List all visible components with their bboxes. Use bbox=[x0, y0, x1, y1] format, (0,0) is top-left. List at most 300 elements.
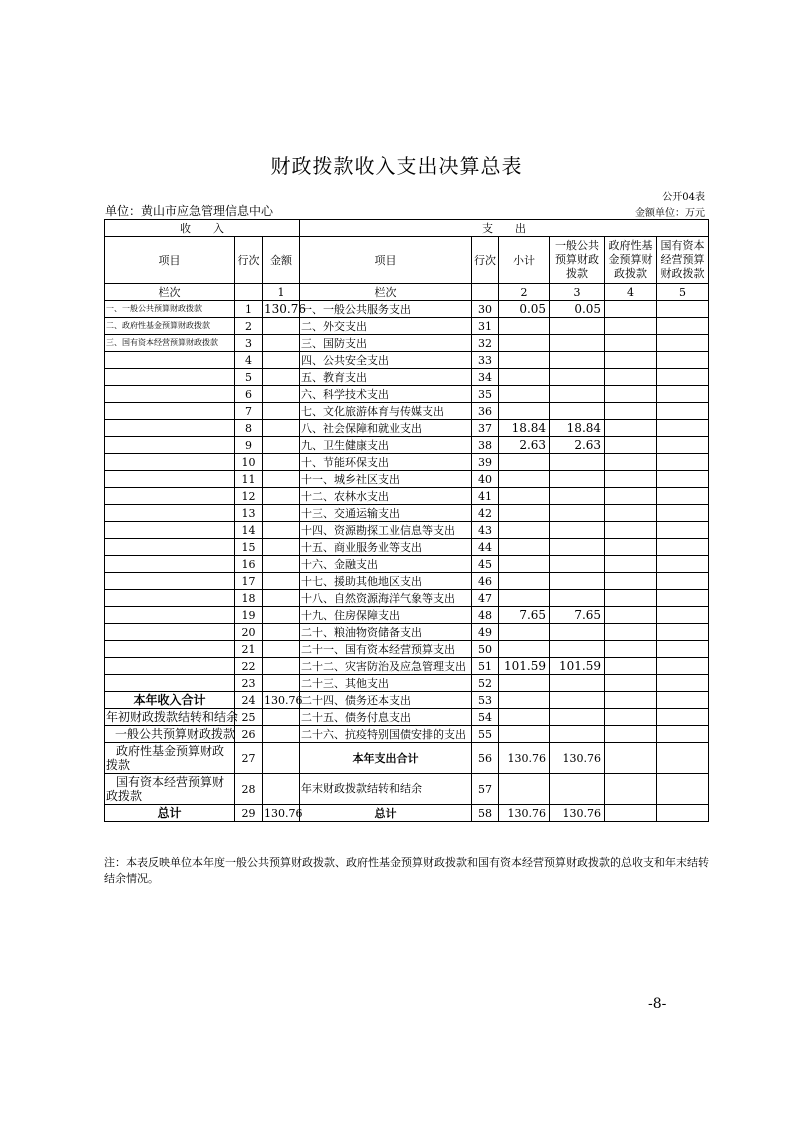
income-row-no: 17 bbox=[235, 573, 263, 590]
state-capital-value bbox=[657, 774, 709, 805]
table-row bbox=[105, 369, 709, 386]
table-row bbox=[105, 692, 709, 709]
state-capital-value bbox=[657, 539, 709, 556]
income-amount bbox=[263, 454, 300, 471]
expense-item: 十四、资源勘探工业信息等支出 bbox=[300, 522, 472, 539]
expense-item: 年末财政拨款结转和结余 bbox=[300, 774, 472, 805]
state-capital-value bbox=[657, 743, 709, 774]
income-amount: 130.76 bbox=[264, 806, 303, 820]
income-row-no: 23 bbox=[235, 675, 263, 692]
income-item bbox=[105, 505, 235, 522]
state-capital-value bbox=[657, 607, 709, 624]
income-item bbox=[105, 352, 235, 369]
expense-row-no: 53 bbox=[472, 692, 499, 709]
fund-budget-value bbox=[605, 641, 657, 658]
subtotal-value bbox=[499, 488, 550, 505]
fund-budget-value bbox=[605, 318, 657, 335]
expense-row-no: 42 bbox=[472, 505, 499, 522]
income-row-no: 5 bbox=[235, 369, 263, 386]
expense-item: 本年支出合计 bbox=[300, 743, 472, 774]
expense-row-no: 55 bbox=[472, 726, 499, 743]
fund-budget-value bbox=[605, 805, 657, 822]
income-row-no: 12 bbox=[235, 488, 263, 505]
state-capital-value bbox=[657, 805, 709, 822]
income-item bbox=[105, 641, 235, 658]
table-row bbox=[105, 420, 709, 437]
table-row bbox=[105, 386, 709, 403]
expense-item: 四、公共安全支出 bbox=[300, 352, 472, 369]
income-item: 总计 bbox=[105, 805, 235, 822]
income-amount bbox=[263, 726, 300, 743]
fund-budget-value bbox=[605, 692, 657, 709]
money-unit-label: 金额单位：万元 bbox=[635, 208, 705, 219]
subtotal-value bbox=[499, 774, 550, 805]
subtotal-value bbox=[499, 624, 550, 641]
income-amount bbox=[263, 607, 300, 624]
table-row bbox=[105, 352, 709, 369]
income-rowno-header: 行次 bbox=[235, 237, 263, 284]
state-capital-value bbox=[657, 301, 709, 318]
state-capital-value bbox=[657, 318, 709, 335]
expense-item: 一、一般公共服务支出 bbox=[300, 301, 472, 318]
expense-item: 九、卫生健康支出 bbox=[300, 437, 472, 454]
subtotal-value bbox=[499, 454, 550, 471]
expense-item: 十九、住房保障支出 bbox=[300, 607, 472, 624]
state-capital-value bbox=[657, 471, 709, 488]
expense-item: 十八、自然资源海洋气象等支出 bbox=[300, 590, 472, 607]
expense-row-no: 46 bbox=[472, 573, 499, 590]
fund-budget-value bbox=[605, 658, 657, 675]
table-row bbox=[105, 675, 709, 692]
header-row-columns bbox=[105, 237, 709, 284]
expense-item: 十、节能环保支出 bbox=[300, 454, 472, 471]
general-budget-value bbox=[550, 539, 605, 556]
income-amount bbox=[263, 335, 300, 352]
col-1: 1 bbox=[263, 284, 300, 301]
income-item bbox=[105, 420, 235, 437]
expense-row-no: 33 bbox=[472, 352, 499, 369]
expense-row-no: 32 bbox=[472, 335, 499, 352]
expense-row-no: 51 bbox=[472, 658, 499, 675]
subtotal-value bbox=[499, 573, 550, 590]
income-item bbox=[105, 403, 235, 420]
fund-budget-value bbox=[605, 709, 657, 726]
fund-budget-value bbox=[605, 420, 657, 437]
state-capital-value bbox=[657, 335, 709, 352]
general-budget-value bbox=[550, 352, 605, 369]
subtotal-value bbox=[499, 556, 550, 573]
page-title: 财政拨款收入支出决算总表 bbox=[270, 154, 523, 178]
table-row bbox=[105, 539, 709, 556]
income-section-header: 收 入 bbox=[105, 220, 300, 237]
state-capital-value bbox=[657, 624, 709, 641]
table-row bbox=[105, 488, 709, 505]
table-row bbox=[105, 658, 709, 675]
fund-budget-value bbox=[605, 369, 657, 386]
fund-budget-value bbox=[605, 522, 657, 539]
income-row-no: 18 bbox=[235, 590, 263, 607]
expense-item: 十一、城乡社区支出 bbox=[300, 471, 472, 488]
income-row-no: 13 bbox=[235, 505, 263, 522]
subtotal-value bbox=[499, 318, 550, 335]
subtotal-header: 小计 bbox=[499, 237, 550, 284]
income-amount bbox=[263, 403, 300, 420]
income-row-no: 22 bbox=[235, 658, 263, 675]
col-label-expense: 栏次 bbox=[300, 284, 472, 301]
subtotal-value bbox=[499, 675, 550, 692]
table-row bbox=[105, 318, 709, 335]
subtotal-value bbox=[499, 539, 550, 556]
fund-budget-value bbox=[605, 743, 657, 774]
income-amount bbox=[263, 318, 300, 335]
income-row-no: 11 bbox=[235, 471, 263, 488]
expense-item: 三、国防支出 bbox=[300, 335, 472, 352]
expense-item: 二十一、国有资本经营预算支出 bbox=[300, 641, 472, 658]
table-row bbox=[105, 774, 709, 805]
income-item bbox=[105, 675, 235, 692]
col-label-income: 栏次 bbox=[105, 284, 235, 301]
income-row-no: 24 bbox=[235, 692, 263, 709]
general-budget-value: 0.05 bbox=[550, 301, 605, 318]
income-amount bbox=[263, 624, 300, 641]
income-amount bbox=[263, 590, 300, 607]
state-capital-value bbox=[657, 386, 709, 403]
income-amount: 130.76 bbox=[264, 301, 306, 316]
subtotal-value bbox=[499, 522, 550, 539]
income-item bbox=[105, 437, 235, 454]
subtotal-value: 130.76 bbox=[499, 805, 550, 822]
income-amount bbox=[263, 774, 300, 805]
general-budget-value bbox=[550, 403, 605, 420]
expense-row-no: 39 bbox=[472, 454, 499, 471]
income-row-no: 1 bbox=[235, 301, 263, 318]
table-row bbox=[105, 437, 709, 454]
income-amount bbox=[263, 556, 300, 573]
fund-budget-value bbox=[605, 675, 657, 692]
table-row bbox=[105, 471, 709, 488]
income-row-no: 21 bbox=[235, 641, 263, 658]
expense-row-no: 31 bbox=[472, 318, 499, 335]
state-capital-value bbox=[657, 522, 709, 539]
state-capital-value bbox=[657, 726, 709, 743]
income-item: 二、政府性基金预算财政拨款 bbox=[105, 318, 235, 335]
general-budget-value bbox=[550, 774, 605, 805]
expense-item: 二十二、灾害防治及应急管理支出 bbox=[300, 658, 472, 675]
fund-budget-value bbox=[605, 774, 657, 805]
income-item: 国有资本经营预算财政拨款 bbox=[105, 774, 235, 805]
income-row-no: 8 bbox=[235, 420, 263, 437]
state-capital-value bbox=[657, 709, 709, 726]
subtotal-value bbox=[499, 352, 550, 369]
table-row bbox=[105, 301, 709, 318]
general-budget-value bbox=[550, 335, 605, 352]
income-row-no: 9 bbox=[235, 437, 263, 454]
general-budget-header: 一般公共预算财政拨款 bbox=[550, 237, 605, 284]
income-item bbox=[105, 573, 235, 590]
fund-budget-value bbox=[605, 488, 657, 505]
table-row bbox=[105, 403, 709, 420]
expense-row-no: 49 bbox=[472, 624, 499, 641]
subtotal-value bbox=[499, 505, 550, 522]
subtotal-value bbox=[499, 386, 550, 403]
fund-budget-value bbox=[605, 590, 657, 607]
table-row bbox=[105, 590, 709, 607]
income-item bbox=[105, 386, 235, 403]
expense-row-no: 30 bbox=[472, 301, 499, 318]
income-item: 本年收入合计 bbox=[105, 692, 235, 709]
fund-budget-value bbox=[605, 505, 657, 522]
income-amount bbox=[263, 641, 300, 658]
expense-item: 二十、粮油物资储备支出 bbox=[300, 624, 472, 641]
income-row-no: 29 bbox=[235, 805, 263, 822]
state-capital-value bbox=[657, 454, 709, 471]
subtotal-value bbox=[499, 471, 550, 488]
income-amount bbox=[263, 352, 300, 369]
expense-row-no: 40 bbox=[472, 471, 499, 488]
table-row bbox=[105, 743, 709, 774]
income-item: 一般公共预算财政拨款 bbox=[105, 726, 235, 743]
table-row bbox=[105, 726, 709, 743]
budget-table bbox=[104, 219, 709, 822]
general-budget-value bbox=[550, 573, 605, 590]
expense-row-no: 34 bbox=[472, 369, 499, 386]
general-budget-value bbox=[550, 454, 605, 471]
expense-item: 十二、农林水支出 bbox=[300, 488, 472, 505]
expense-row-no: 52 bbox=[472, 675, 499, 692]
income-row-no: 19 bbox=[235, 607, 263, 624]
expense-rowno-header: 行次 bbox=[472, 237, 499, 284]
income-row-no: 14 bbox=[235, 522, 263, 539]
table-row bbox=[105, 709, 709, 726]
state-capital-value bbox=[657, 641, 709, 658]
income-row-no: 28 bbox=[235, 774, 263, 805]
subtotal-value bbox=[499, 369, 550, 386]
expense-row-no: 56 bbox=[472, 743, 499, 774]
col-2: 2 bbox=[499, 284, 550, 301]
expense-row-no: 45 bbox=[472, 556, 499, 573]
general-budget-value bbox=[550, 624, 605, 641]
expense-item: 八、社会保障和就业支出 bbox=[300, 420, 472, 437]
fund-budget-value bbox=[605, 352, 657, 369]
expense-row-no: 47 bbox=[472, 590, 499, 607]
income-item bbox=[105, 624, 235, 641]
income-item bbox=[105, 590, 235, 607]
state-capital-value bbox=[657, 556, 709, 573]
fund-budget-header: 政府性基金预算财政拨款 bbox=[605, 237, 657, 284]
col-4: 4 bbox=[605, 284, 657, 301]
table-row bbox=[105, 454, 709, 471]
subtotal-value bbox=[499, 692, 550, 709]
expense-item: 二、外交支出 bbox=[300, 318, 472, 335]
income-amount bbox=[263, 505, 300, 522]
state-capital-value bbox=[657, 590, 709, 607]
general-budget-value: 130.76 bbox=[550, 805, 605, 822]
general-budget-value bbox=[550, 692, 605, 709]
income-item bbox=[105, 539, 235, 556]
general-budget-value bbox=[550, 318, 605, 335]
general-budget-value: 7.65 bbox=[550, 607, 605, 624]
income-row-no: 3 bbox=[235, 335, 263, 352]
form-number: 公开04表 bbox=[662, 192, 705, 203]
expense-row-no: 37 bbox=[472, 420, 499, 437]
expense-row-no: 58 bbox=[472, 805, 499, 822]
income-item bbox=[105, 488, 235, 505]
general-budget-value bbox=[550, 556, 605, 573]
table-row bbox=[105, 573, 709, 590]
income-row-no: 4 bbox=[235, 352, 263, 369]
subtotal-value bbox=[499, 726, 550, 743]
expense-row-no: 38 bbox=[472, 437, 499, 454]
state-capital-value bbox=[657, 369, 709, 386]
general-budget-value bbox=[550, 590, 605, 607]
general-budget-value bbox=[550, 726, 605, 743]
income-item bbox=[105, 658, 235, 675]
income-row-no: 26 bbox=[235, 726, 263, 743]
state-capital-value bbox=[657, 675, 709, 692]
expense-section-header: 支 出 bbox=[300, 220, 709, 237]
table-row bbox=[105, 505, 709, 522]
expense-row-no: 35 bbox=[472, 386, 499, 403]
income-row-no: 16 bbox=[235, 556, 263, 573]
income-row-no: 7 bbox=[235, 403, 263, 420]
fund-budget-value bbox=[605, 454, 657, 471]
subtotal-value bbox=[499, 403, 550, 420]
fund-budget-value bbox=[605, 607, 657, 624]
expense-row-no: 50 bbox=[472, 641, 499, 658]
expense-item: 总计 bbox=[300, 805, 472, 822]
header-row-sections bbox=[105, 220, 709, 237]
col-5: 5 bbox=[657, 284, 709, 301]
general-budget-value bbox=[550, 675, 605, 692]
expense-item: 二十四、债务还本支出 bbox=[300, 692, 472, 709]
general-budget-value: 101.59 bbox=[550, 658, 605, 675]
income-amount bbox=[263, 386, 300, 403]
general-budget-value bbox=[550, 471, 605, 488]
fund-budget-value bbox=[605, 437, 657, 454]
table-row bbox=[105, 607, 709, 624]
subtotal-value: 7.65 bbox=[499, 607, 550, 624]
header-row-colno bbox=[105, 284, 709, 301]
page-number: -8- bbox=[648, 996, 667, 1012]
income-amount bbox=[263, 658, 300, 675]
col-rowno-blank bbox=[235, 284, 263, 301]
income-amount bbox=[263, 471, 300, 488]
fund-budget-value bbox=[605, 403, 657, 420]
expense-item: 二十六、抗疫特别国债安排的支出 bbox=[300, 726, 472, 743]
fund-budget-value bbox=[605, 539, 657, 556]
expense-item: 二十五、债务付息支出 bbox=[300, 709, 472, 726]
general-budget-value: 2.63 bbox=[550, 437, 605, 454]
income-row-no: 10 bbox=[235, 454, 263, 471]
income-item-header: 项目 bbox=[105, 237, 235, 284]
subtotal-value bbox=[499, 335, 550, 352]
table-row bbox=[105, 522, 709, 539]
subtotal-value bbox=[499, 641, 550, 658]
income-amount bbox=[263, 675, 300, 692]
income-item bbox=[105, 522, 235, 539]
expense-item: 七、文化旅游体育与传媒支出 bbox=[300, 403, 472, 420]
fund-budget-value bbox=[605, 573, 657, 590]
income-amount bbox=[263, 488, 300, 505]
income-row-no: 27 bbox=[235, 743, 263, 774]
col-3: 3 bbox=[550, 284, 605, 301]
state-capital-value bbox=[657, 692, 709, 709]
col-exp-rowno-blank bbox=[472, 284, 499, 301]
table-note: 注：本表反映单位本年度一般公共预算财政拨款、政府性基金预算财政拨款和国有资本经营预算财政拨款的总收支和年末结转结余情况。 bbox=[104, 856, 709, 885]
income-amount bbox=[263, 743, 300, 774]
expense-item: 十七、援助其他地区支出 bbox=[300, 573, 472, 590]
subtotal-value: 130.76 bbox=[499, 743, 550, 774]
subtotal-value: 0.05 bbox=[499, 301, 550, 318]
fund-budget-value bbox=[605, 301, 657, 318]
general-budget-value bbox=[550, 522, 605, 539]
income-item bbox=[105, 471, 235, 488]
income-amount bbox=[263, 522, 300, 539]
fund-budget-value bbox=[605, 471, 657, 488]
fund-budget-value bbox=[605, 624, 657, 641]
income-amount-header: 金额 bbox=[263, 237, 300, 284]
subtotal-value bbox=[499, 590, 550, 607]
fund-budget-value bbox=[605, 726, 657, 743]
income-amount bbox=[263, 369, 300, 386]
income-item bbox=[105, 369, 235, 386]
general-budget-value bbox=[550, 386, 605, 403]
expense-row-no: 36 bbox=[472, 403, 499, 420]
subtotal-value: 101.59 bbox=[499, 658, 550, 675]
table-row bbox=[105, 805, 709, 822]
state-capital-value bbox=[657, 573, 709, 590]
income-row-no: 25 bbox=[235, 709, 263, 726]
income-item bbox=[105, 556, 235, 573]
expense-row-no: 43 bbox=[472, 522, 499, 539]
income-row-no: 2 bbox=[235, 318, 263, 335]
general-budget-value: 130.76 bbox=[550, 743, 605, 774]
expense-row-no: 41 bbox=[472, 488, 499, 505]
income-row-no: 6 bbox=[235, 386, 263, 403]
subtotal-value: 18.84 bbox=[499, 420, 550, 437]
expense-row-no: 54 bbox=[472, 709, 499, 726]
general-budget-value bbox=[550, 709, 605, 726]
income-row-no: 15 bbox=[235, 539, 263, 556]
state-capital-value bbox=[657, 437, 709, 454]
income-item: 三、国有资本经营预算财政拨款 bbox=[105, 335, 235, 352]
state-capital-value bbox=[657, 505, 709, 522]
state-capital-value bbox=[657, 352, 709, 369]
table-row bbox=[105, 641, 709, 658]
fund-budget-value bbox=[605, 556, 657, 573]
expense-row-no: 48 bbox=[472, 607, 499, 624]
fund-budget-value bbox=[605, 386, 657, 403]
income-amount bbox=[263, 539, 300, 556]
expense-row-no: 57 bbox=[472, 774, 499, 805]
general-budget-value bbox=[550, 369, 605, 386]
table-row bbox=[105, 624, 709, 641]
general-budget-value bbox=[550, 641, 605, 658]
income-amount bbox=[263, 709, 300, 726]
state-capital-value bbox=[657, 403, 709, 420]
expense-row-no: 44 bbox=[472, 539, 499, 556]
expense-item: 五、教育支出 bbox=[300, 369, 472, 386]
unit-label: 单位：黄山市应急管理信息中心 bbox=[105, 204, 274, 218]
income-amount: 130.76 bbox=[264, 693, 303, 707]
expense-item: 十三、交通运输支出 bbox=[300, 505, 472, 522]
expense-item: 十五、商业服务业等支出 bbox=[300, 539, 472, 556]
income-item: 一、一般公共预算财政拨款 bbox=[105, 301, 235, 318]
expense-item: 十六、金融支出 bbox=[300, 556, 472, 573]
state-capital-value bbox=[657, 658, 709, 675]
state-capital-value bbox=[657, 488, 709, 505]
expense-item: 六、科学技术支出 bbox=[300, 386, 472, 403]
